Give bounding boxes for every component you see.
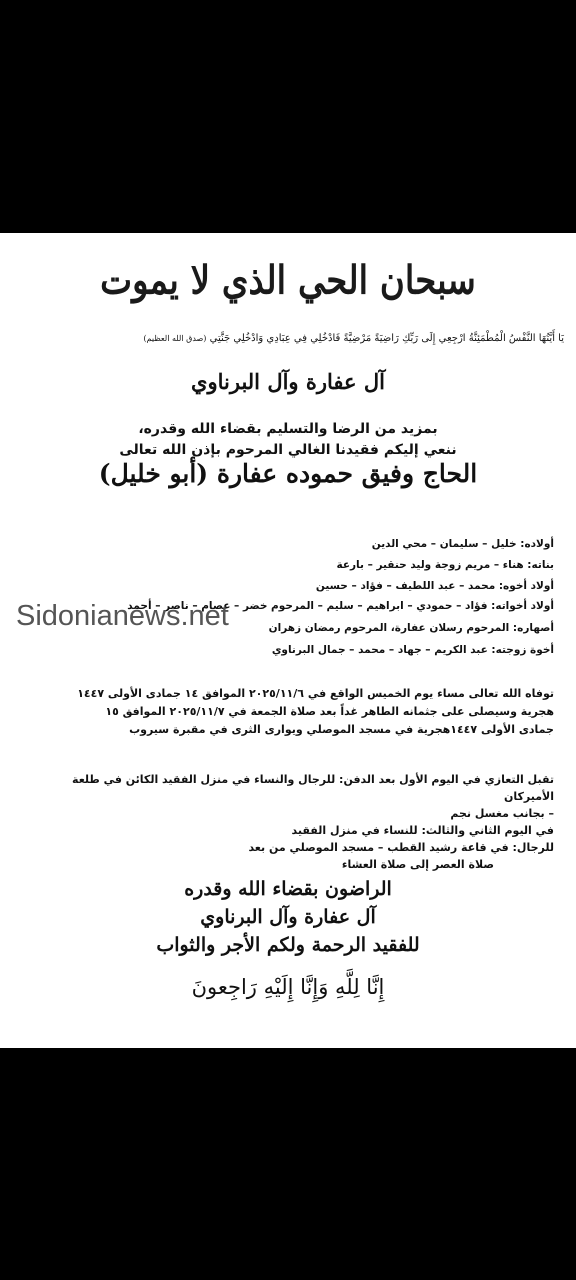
intro-text bbox=[0, 419, 576, 461]
family-title: آل عفارة وآل البرناوي bbox=[191, 369, 385, 394]
relatives-line: أخوة زوجته: عبد الكريم – جهاد – محمد – جمال البرناوي bbox=[271, 644, 554, 656]
closing-line: الراضون بقضاء الله وقدره bbox=[184, 878, 392, 900]
final-verse: إِنَّا لِلَّهِ وَإِنَّا إِلَيْهِ رَاجِعونَ bbox=[191, 975, 385, 999]
relatives-line: أولاد أخوه: محمد – عبد اللطيف – فؤاد – حسين bbox=[315, 580, 554, 592]
condolence-line: – بجانب مغسل نجم bbox=[450, 807, 554, 820]
quran-verse bbox=[12, 333, 564, 344]
obituary-sheet bbox=[0, 233, 576, 1048]
relatives-line: أولاده: خليل – سليمان – محي الدين bbox=[371, 538, 554, 550]
closing-line: آل عفارة وآل البرناوي bbox=[200, 906, 376, 928]
relatives-line: أولاد أخواته: فؤاد – حمودي – ابراهيم – سليم – المرحوم خضر – عصام – ناصر – أحمد bbox=[127, 600, 554, 612]
death-notice bbox=[20, 685, 554, 739]
header-calligraphy: سبحان الحي الذي لا يموت bbox=[100, 258, 476, 304]
condolence-line: في اليوم الثاني والثالث: للنساء في منزل الفقيد bbox=[291, 824, 554, 837]
relatives-line: أصهاره: المرحوم رسلان عفارة، المرحوم رمضان زهران bbox=[268, 622, 554, 634]
condolence-line: تقبل التعازي في اليوم الأول بعد الدفن: للرجال والنساء في منزل الفقيد الكائن في طلعة الأميركان bbox=[72, 773, 554, 803]
relatives-line: بناته: هناء – مريم زوجة وليد حنقير – بارعة bbox=[336, 559, 554, 571]
death-notice-line: جمادى الأولى ١٤٤٧هجرية في مسجد الموصلي ويوارى الثرى في مقبرة سيروب bbox=[129, 723, 554, 736]
closing-line: للفقيد الرحمة ولكم الأجر والثواب bbox=[156, 934, 420, 956]
death-notice-line: هجرية وسيصلى على جثمانه الطاهر غداً بعد صلاة الجمعة في ٢٠٢٥/١١/٧ الموافق ١٥ bbox=[105, 705, 554, 718]
death-notice-line: توفاه الله تعالى مساء يوم الخميس الواقع في ٢٠٢٥/١١/٦ الموافق ١٤ جمادى الأولى ١٤٤٧ bbox=[77, 687, 554, 700]
deceased-name: الحاج وفيق حموده عفارة (أبو خليل) bbox=[98, 459, 478, 488]
watermark: Sidonianews.net bbox=[16, 600, 229, 632]
verse-citation: (صدق الله العظيم) bbox=[143, 334, 207, 343]
condolence-line: صلاة العصر إلى صلاة العشاء bbox=[341, 858, 494, 871]
intro-line: بمزيد من الرضا والتسليم بقضاء الله وقدره، bbox=[138, 421, 438, 437]
condolences bbox=[20, 771, 554, 873]
intro-line: ننعي إليكم فقيدنا الغالي المرحوم بإذن الله تعالى bbox=[119, 442, 457, 458]
verse-text: يَا أَيَّتُهَا النَّفْسُ الْمُطْمَئِنَّةُ ارْجِعِي إِلَى رَبِّكِ رَاضِيَةً مَرْضِيَّةً فَادْخُلِي فِي عِبَادِي وَادْخُلِي جَنَّتِي bbox=[209, 333, 564, 344]
condolence-line: للرجال: في قاعة رشيد القطب – مسجد الموصلي من بعد bbox=[248, 841, 554, 854]
